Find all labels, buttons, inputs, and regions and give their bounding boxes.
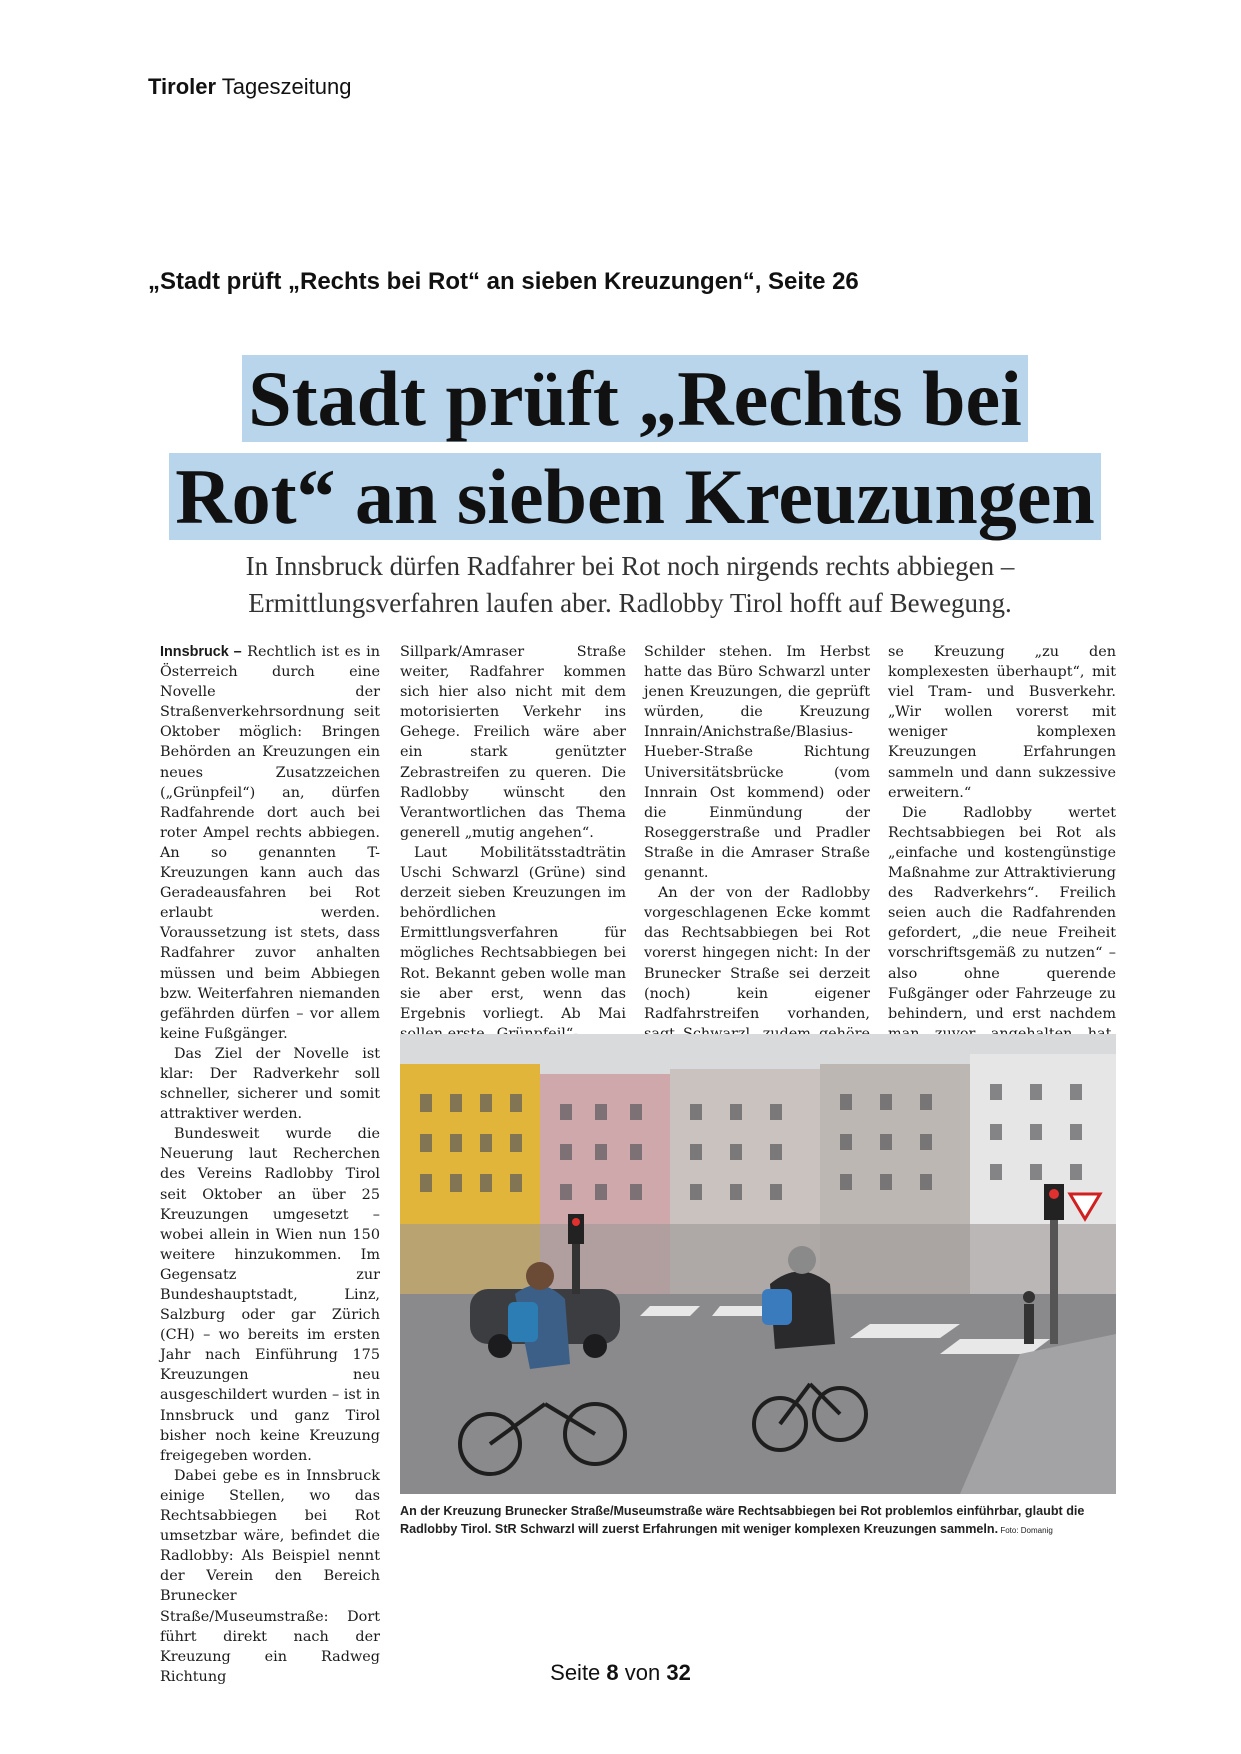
backpack-icon — [762, 1289, 792, 1325]
article-photo — [400, 1034, 1116, 1494]
article-column-1 — [160, 642, 380, 1687]
brand-rest: Tageszeitung — [216, 74, 352, 99]
paragraph: Schilder stehen. Im Herbst hatte das Büro Schwarzl unter jenen Kreuzungen, die geprüft würden, die Kreuzung Innrain/Anichstraße/Blasius-Hueber-Straße Richtung Universitätsbrücke (vom Innrain Ost kommend) oder die Einmündung der Roseggerstraße und Pradler Straße in die Amraser Straße genannt. — [644, 644, 870, 882]
paragraph: Das Ziel der Novelle ist klar: Der Radverkehr soll schneller, sicherer und somit attraktiver werden. — [160, 1045, 380, 1123]
paragraph: An der von der Radlobby vorgeschlagenen Ecke kommt das Rechtsabbiegen bei Rot vorerst hingegen nicht: In der Brunecker Straße sei derzeit (noch) kein eigener Radfahrstreifen vorhanden, — [644, 885, 870, 1022]
page-footer: Seite 8 von 32 — [550, 1660, 691, 1685]
photo-credit: Foto: Domanig — [998, 1526, 1053, 1535]
document-title: „Stadt prüft „Rechts bei Rot“ an sieben Kreuzungen“, Seite 26 — [148, 268, 859, 295]
subhead-line-1: In Innsbruck dürfen Radfahrer bei Rot noch nirgends rechts abbiegen – — [245, 551, 1015, 581]
page-number: 8 — [606, 1660, 619, 1685]
shop-fronts — [400, 1224, 1116, 1299]
paragraph: Die Radlobby wertet Rechtsabbiegen bei Rot als „einfache und kostengünstige Maßnahme zur Attraktivierung des Radverkehrs“. Freilich seien auch die Radfahrenden gefordert, „die neue Freiheit vorschriftsgemäß zu nutzen“ – also ohne querende Fußgänger oder Fahrzeuge zu behindern, und erst nachdem — [888, 803, 1116, 1064]
paragraph: Bundesweit wurde die Neuerung laut Recherchen des Vereins Radlobby Tirol seit Oktober an über 25 Kreuzungen umgesetzt – wobei allein in Wien nun 150 weitere hinzukommen. Im Gegensatz zur Bundeshauptstadt, Linz, Salzburg oder gar Zürich (CH) – wo bereits im ersten Jahr nach Einführung 175 Kreuzungen neu ausgeschildert wurden – ist in Innsbruck und ganz Tirol bisher noch keine Kreuzung freigegeben worden. — [160, 1126, 380, 1464]
brand-bold: Tiroler — [148, 74, 217, 99]
paragraph: Innsbruck – Rechtlich ist es in Österreich durch eine Novelle der Straßenverkehrsordnung seit Oktober möglich: Bringen Behörden an Kreuzungen ein neues Zusatzzeichen („Grünpfeil“) an, dürfen Radfahrende dort auch bei roter Ampel rechts abbiegen. An so genannten T-Kreuzungen kann auch das Geradeausfahren bei Rot erlaubt werden. Voraussetzung ist stets, dass Radfahrer zuvor anhalten müssen und beim Abbiegen bzw. Weiterfahren niemanden gefährden dürfen – vor allem keine Fußgänger. — [160, 644, 380, 1042]
pedestrian — [1024, 1304, 1034, 1344]
article-column-4 — [888, 642, 1116, 1064]
cyclist-left-head — [526, 1262, 554, 1290]
dateline: Innsbruck – — [160, 644, 242, 660]
traffic-light-pole — [1050, 1204, 1058, 1344]
paragraph: Sillpark/Amraser Straße weiter, Radfahrer kommen sich hier also nicht mit dem motorisierten Verkehr ins Gehege. Freilich wäre aber ein stark genützter Zebrastreifen zu queren. Die Radlobby wünscht den Verantwortlichen das Thema generell „mutig angehen“. — [400, 644, 626, 841]
cyclist-right-head — [788, 1246, 816, 1274]
pedestrian-head — [1023, 1291, 1035, 1303]
photo-caption: An der Kreuzung Brunecker Straße/Museumstraße wäre Rechtsabbiegen bei Rot problemlos einführbar, glaubt die Radlobby Tirol. StR Schwarzl will zuerst Erfahrungen mit weniger komplexen Kreuzungen sammeln. Foto: Domanig — [400, 1504, 1085, 1536]
page-total: 32 — [666, 1660, 691, 1685]
street-scene-illustration — [400, 1034, 1116, 1494]
article-column-2 — [400, 642, 626, 1044]
headline-line-1: Stadt prüft „Rechts bei — [242, 355, 1028, 442]
paragraph: Dabei gebe es in Innsbruck einige Stellen, wo das Rechtsabbiegen bei Rot umsetzbar wäre, befindet die Radlobby: Als Beispiel nennt der Verein den Bereich Brunecker Straße/Museumstraße: Dort führt direkt nach der Kreuzung ein Radweg Richtung — [160, 1467, 380, 1685]
subhead-line-2: Ermittlungsverfahren laufen aber. Radlobby Tirol hofft auf Bewegung. — [248, 588, 1012, 618]
paragraph: se Kreuzung „zu den komplexesten überhaupt“, mit viel Tram- und Busverkehr. „Wir wollen vorerst mit weniger komplexen Kreuzungen Erfahrungen sammeln und dann sukzessive erweitern.“ — [888, 644, 1116, 801]
red-light-icon — [1049, 1189, 1059, 1199]
backpack-icon — [508, 1302, 538, 1342]
article-subhead — [160, 548, 1100, 622]
headline-line-2: Rot“ an sieben Kreuzungen — [169, 453, 1100, 540]
paragraph: Laut Mobilitätsstadträtin Uschi Schwarzl (Grüne) sind derzeit sieben Kreuzungen im behördlichen Ermittlungsverfahren für mögliches Rechtsabbiegen bei Rot. Bekannt geben wolle man sie aber erst, wenn das Ergebnis vorliegt. Ab Mai — [400, 844, 626, 1022]
red-light-icon — [572, 1218, 580, 1226]
article-column-3 — [644, 642, 870, 1064]
newspaper-header — [148, 74, 351, 100]
article-headline — [150, 350, 1120, 546]
car-wheel — [583, 1334, 607, 1358]
